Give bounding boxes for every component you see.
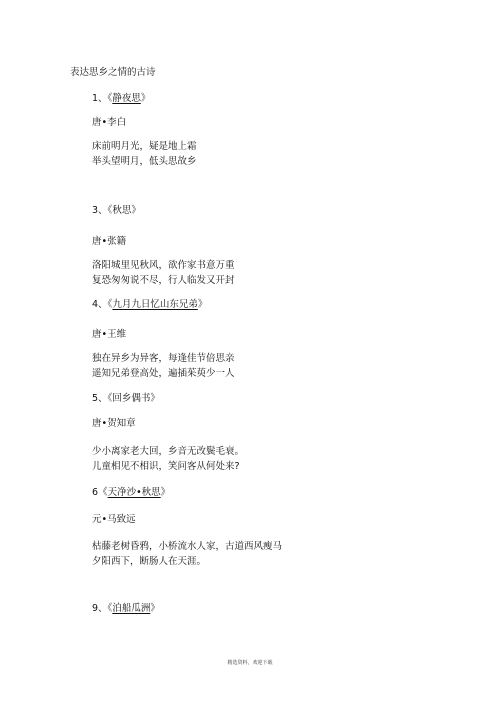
poem-line: 洛阳城里见秋风，欲作家书意万重 — [92, 260, 235, 271]
poem-number: 9、 — [92, 603, 108, 614]
poem-heading: 3、《秋思》 — [92, 205, 141, 216]
poem-heading: 4、《九月九日忆山东兄弟》 — [92, 299, 208, 310]
poem-line: 举头望明月，低头思故乡 — [92, 156, 197, 167]
document-title: 表达思乡之情的古诗 — [70, 67, 156, 78]
poem-line: 独在异乡为异客，每逢佳节倍思亲 — [92, 353, 235, 364]
poem-line: 床前明月光，疑是地上霜 — [92, 141, 197, 152]
poem-title-link[interactable]: 天净沙•秋思 — [107, 487, 161, 498]
poem-author: 唐•李白 — [92, 117, 127, 128]
poem-number: 5、 — [92, 393, 108, 404]
page-footer: 精选资料，欢迎下载 — [227, 660, 273, 666]
poem-line: 遥知兄弟登高处，遍插茱萸少一人 — [92, 368, 235, 379]
poem-heading: 6《天净沙•秋思》 — [92, 487, 171, 498]
poem-number: 6 — [92, 487, 99, 498]
poem-number: 1、 — [92, 93, 108, 104]
poem-title-link[interactable]: 泊船瓜洲 — [112, 603, 151, 614]
poem-title: 回乡偶书 — [112, 393, 151, 404]
poem-line: 复恐匆匆说不尽，行人临发又开封 — [92, 275, 235, 286]
poem-title-link[interactable]: 静夜思 — [112, 93, 141, 104]
poem-number: 4、 — [92, 299, 108, 310]
poem-title: 秋思 — [112, 205, 132, 216]
poem-line: 少小离家老大回，乡音无改鬓毛衰。 — [92, 446, 245, 457]
poem-heading: 1、《静夜思》 — [92, 93, 151, 104]
poem-heading: 9、《泊船瓜洲》 — [92, 603, 160, 614]
poem-author: 唐•贺知章 — [92, 418, 136, 429]
poem-heading: 5、《回乡偶书》 — [92, 393, 160, 404]
poem-title-link[interactable]: 九月九日忆山东兄弟 — [112, 299, 198, 310]
poem-number: 3、 — [92, 205, 108, 216]
poem-author: 唐•张籍 — [92, 236, 127, 247]
poem-author: 唐•王维 — [92, 329, 127, 340]
poem-line: 儿童相见不相识，笑问客从何处来? — [92, 461, 240, 472]
poem-line: 夕阳西下，断肠人在天涯。 — [92, 556, 207, 567]
poem-line: 枯藤老树昏鸦，小桥流水人家，古道西风瘦马 — [92, 541, 283, 552]
poem-author: 元•马致远 — [92, 514, 136, 525]
